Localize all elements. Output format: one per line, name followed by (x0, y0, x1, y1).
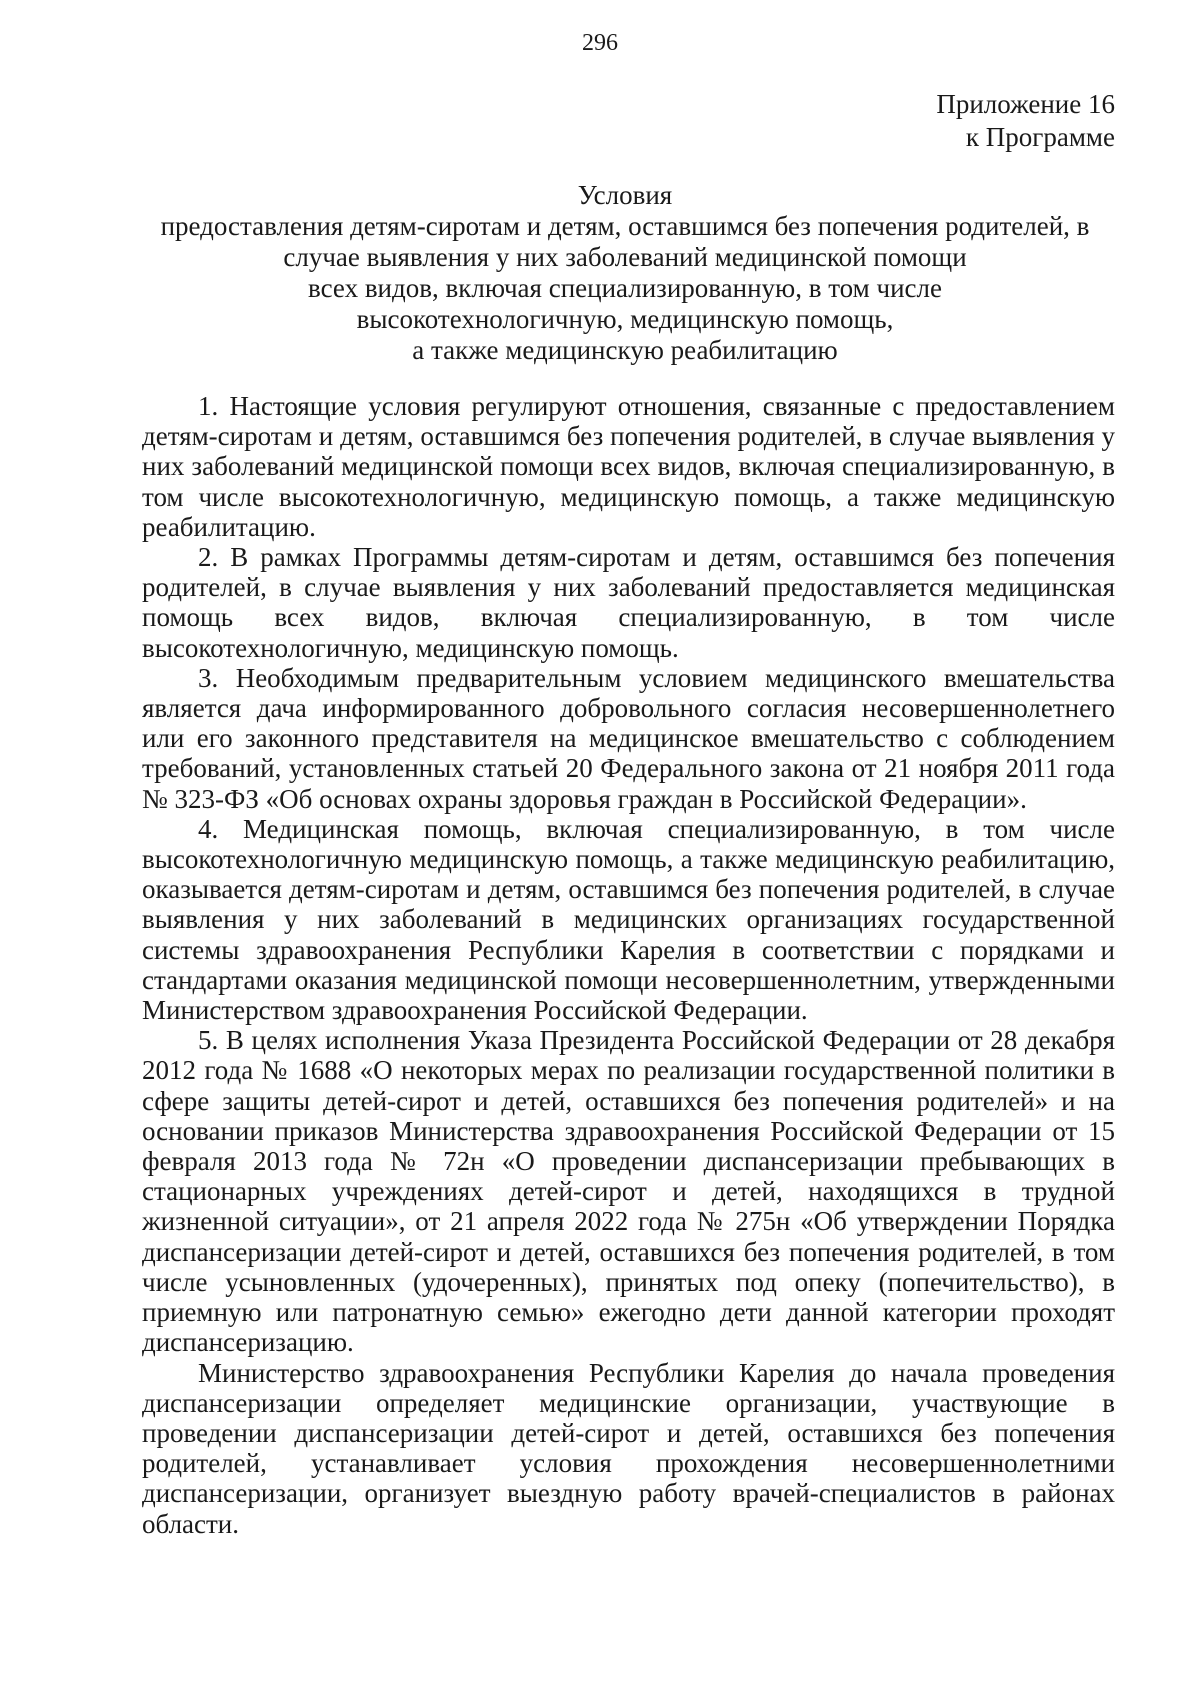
paragraph-6: Министерство здравоохранения Республики Карелия до начала проведения диспансеризации определяет медицинские организации, участвующие в проведении диспансеризации детей-сирот и детей, оставшихся без попечения родителей, устанавливает условия прохождения несовершеннолетними диспансеризации, организует выездную работу врачей-специалистов в районах области. (142, 1357, 1115, 1539)
title-line-5: высокотехнологичную, медицинскую помощь, (356, 304, 894, 334)
appendix-line-1: Приложение 16 (936, 89, 1115, 119)
document-title (150, 180, 1100, 366)
paragraph-2: 2. В рамках Программы детям-сиротам и детям, оставшимся без попечения родителей, в случае выявления у них заболеваний предоставляется медицинская помощь всех видов, включая специализированную, в том числе высокотехнологичную, медицинскую помощь. (142, 542, 1115, 663)
paragraph-5: 5. В целях исполнения Указа Президента Российской Федерации от 28 декабря 2012 года № 1688 «О некоторых мерах по реализации государственной политики в сфере защиты детей-сирот и детей, оставшихся без попечения родителей» и на основании приказов Министерства здравоохранения Российской Федерации от 15 февраля 2013 года № 72н «О проведении диспансеризации пребывающих в стационарных учреждениях детей-сирот и детей, находящихся в трудной жизненной ситуации», от 21 апреля 2022 года № 275н «Об утверждении Порядка диспансеризации детей-сирот и детей, оставшихся без попечения родителей, в том числе усыновленных (удочеренных), принятых под опеку (попечительство), в приемную или патронатную семью» ежегодно дети данной категории проходят диспансеризацию. (142, 1025, 1115, 1358)
title-line-2: предоставления детям-сиротам и детям, оставшимся без попечения родителей, в (160, 211, 1090, 241)
appendix-reference (936, 88, 1115, 154)
title-line-1: Условия (577, 180, 673, 210)
appendix-line-2: к Программе (965, 122, 1115, 152)
paragraph-1: 1. Настоящие условия регулируют отношения, связанные с предоставлением детям-сиротам и детям, оставшимся без попечения родителей, в случае выявления у них заболеваний медицинской помощи всех видов, включая специализированную, в том числе высокотехнологичную, медицинскую помощь, а также медицинскую реабилитацию. (142, 391, 1115, 542)
paragraph-3: 3. Необходимым предварительным условием медицинского вмешательства является дача информированного добровольного согласия несовершеннолетнего или его законного представителя на медицинское вмешательство с соблюдением требований, установленных статьей 20 Федерального закона от 21 ноября 2011 года № 323-ФЗ «Об основах охраны здоровья граждан в Российской Федерации». (142, 662, 1115, 814)
title-line-6: а также медицинскую реабилитацию (412, 335, 838, 365)
page-number: 296 (582, 30, 618, 56)
document-body (142, 391, 1115, 1539)
title-line-3: случае выявления у них заболеваний медицинской помощи (283, 242, 967, 272)
paragraph-4: 4. Медицинская помощь, включая специализированную, в том числе высокотехнологичную медицинскую помощь, а также медицинскую реабилитацию, оказывается детям-сиротам и детям, оставшимся без попечения родителей, в случае выявления у них заболеваний в медицинских организациях государственной системы здравоохранения Республики Карелия в соответствии с порядками и стандартами оказания медицинской помощи несовершеннолетним, утвержденными Министерством здравоохранения Российской Федерации. (142, 813, 1115, 1026)
title-line-4: всех видов, включая специализированную, в том числе (308, 273, 942, 303)
